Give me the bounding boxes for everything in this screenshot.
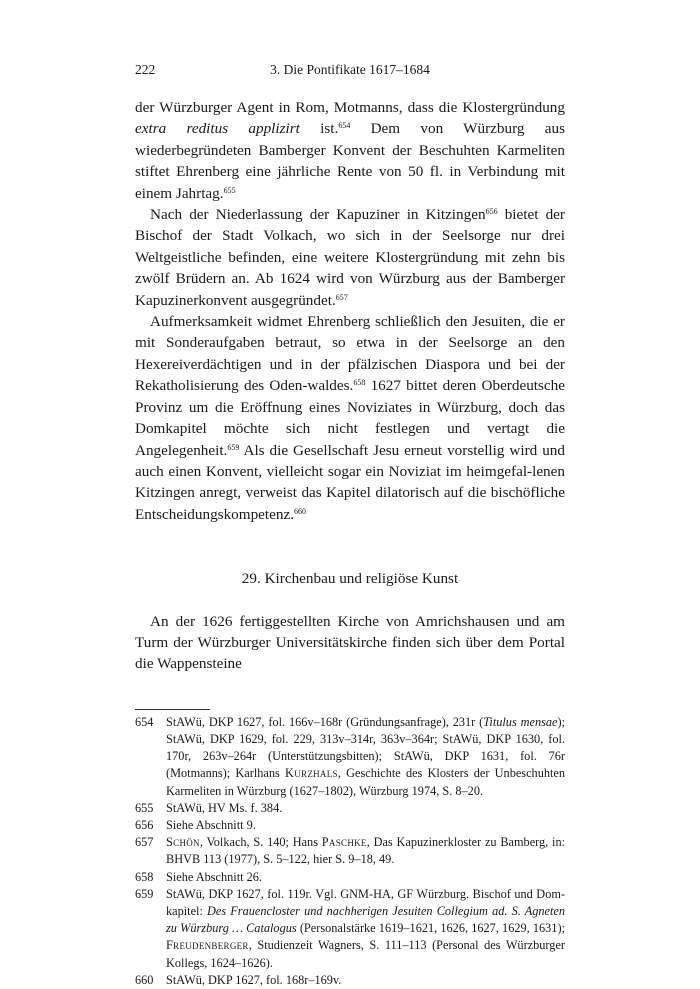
text-run: (Personalstärke 1619–1621, 1626, 1627, 1629, 1631); — [296, 921, 565, 936]
text-run: , Das Kapuzinerkloster zu Bamberg, in: BHVB 113 (1977), S. 5–122, hier S. 9–18, 49. — [166, 835, 566, 867]
section-heading: 29. Kirchenbau und religiöse Kunst — [241, 570, 459, 588]
text-run: ); StAWü, DKP 1629, fol. 229, 313v–314r, 363v–364r; StAWü, DKP 1630, fol. 170r, 263v–264r (Unterstützungsbitten); StAWü, DKP 1631, fol. 76r (Motmanns); Karlhans — [166, 714, 565, 781]
footnote-657 — [135, 834, 565, 868]
text-run: der Würzburger Agent in Rom, Motmanns, dass die Klostergründung — [135, 99, 565, 116]
footnote-659 — [135, 886, 565, 972]
text-run: , Volkach, S. 140; Hans — [199, 835, 322, 850]
italic-text: Des Frauencloster und nachherigen Jesuiten Collegium ad. S. Agneten zu Würzburg … Catalogus — [166, 903, 565, 936]
footnote-ref[interactable]: 658 — [353, 378, 366, 388]
book-page — [135, 62, 565, 989]
footnote-number: 655 — [135, 800, 154, 815]
text-run: 1627 bittet deren Oberdeutsche Provinz um die Eröffnung eines Noviziates in Würzburg, doch das Domkapitel möchte sich nicht festlegen und vertagt die Angelegenheit. — [135, 377, 566, 459]
text-run: Als die Gesellschaft Jesu erneut vorstellig wird und auch einen Konvent, vielleicht sogar ein Noviziat im heimgefal-lenen Kitzingen anregt, verweist das Kapitel dilatorisch auf die bischöfliche Entscheidungskompetenz. — [135, 441, 565, 523]
paragraph-4: An der 1626 fertiggestellten Kirche von Amrichshausen und am Turm der Würzburger Universitätskirche finden sich über dem Portal die Wappensteine — [135, 612, 565, 673]
text-run: , Geschichte des Klosters der Unbeschuhten Karmeliten in Würzburg (1627–1802), Würzburg 1974, S. 8–20. — [166, 766, 566, 798]
footnote-658 — [135, 869, 565, 886]
footnote-number: 659 — [135, 886, 154, 901]
footnote-text: StAWü, HV Ms. f. 384. — [166, 800, 283, 815]
text-run: , Studienzeit Wagners, S. 111–113 (Personal des Würzburger Kollegs, 1624–1626). — [166, 938, 565, 970]
author-name: Schön — [166, 835, 200, 850]
author-name: Paschke — [321, 835, 367, 850]
text-run: Nach der Niederlassung der Kapuziner in Kitzingen — [150, 206, 486, 224]
footnote-656 — [135, 817, 565, 834]
paragraph-3 — [135, 311, 565, 525]
paragraph-2 — [135, 204, 565, 311]
footnote-number: 657 — [135, 835, 154, 850]
footnote-text — [166, 834, 565, 868]
footnote-divider — [135, 709, 210, 710]
footnote-654 — [135, 714, 565, 800]
text-run: Dem von Würzburg aus wiederbegründeten Bamberger Konvent der Beschuhten Karmeliten stiftet Ehrenberg eine jährliche Rente von 50 fl. in Verbindung mit einem Jahrtag. — [135, 120, 565, 202]
footnote-ref[interactable]: 659 — [227, 442, 240, 452]
footnote-text: Siehe Abschnitt 26. — [166, 869, 262, 884]
text-run: ist. — [299, 120, 339, 138]
footnote-number: 658 — [135, 869, 154, 884]
footnote-number: 654 — [135, 714, 154, 729]
text-run: StAWü, DKP 1627, fol. 119r. Vgl. GNM-HA, GF Würzburg. Bischof und Dom-kapitel: — [166, 886, 565, 918]
footnote-655 — [135, 800, 565, 817]
footnote-ref[interactable]: 657 — [335, 292, 348, 302]
italic-text: Titulus mensae — [483, 714, 558, 729]
text-run: Aufmerksamkeit widmet Ehrenberg schließlich den Jesuiten, die er mit Sonderaufgaben betraut, so etwa in der Seelsorge an den Hexereiverdächtigen und in der pfälzischen Diaspora und bei der Rekatholisierung des Oden-waldes. — [135, 313, 565, 395]
footnote-ref[interactable]: 655 — [223, 185, 236, 195]
footnote-number: 656 — [135, 817, 154, 832]
page-header — [135, 62, 565, 84]
page-number: 222 — [135, 62, 156, 77]
footnotes — [135, 714, 565, 989]
footnote-660 — [135, 972, 565, 989]
footnote-number: 660 — [135, 972, 154, 987]
running-title: 3. Die Pontifikate 1617–1684 — [270, 62, 430, 77]
footnote-text — [166, 714, 565, 800]
footnote-ref[interactable]: 656 — [485, 207, 498, 217]
author-name: Kurzhals — [285, 766, 338, 781]
footnote-text: StAWü, DKP 1627, fol. 168r–169v. — [166, 972, 342, 987]
footnote-text: Siehe Abschnitt 9. — [166, 817, 256, 832]
footnote-ref[interactable]: 654 — [338, 121, 351, 131]
italic-text: extra reditus applizirt — [135, 120, 300, 138]
main-text — [135, 97, 565, 675]
text-run: StAWü, DKP 1627, fol. 166v–168r (Gründungsanfrage), 231r ( — [166, 714, 484, 729]
footnote-ref[interactable]: 660 — [294, 506, 307, 516]
text-run: bietet der Bischof der Stadt Volkach, wo sich in der Seelsorge nur drei Weltgeistliche befinden, eine weitere Klostergründung mit zehn bis zwölf Brüdern an. Ab 1624 wird von Würzburg aus der Bamberger Kapuzinerkonvent ausgegründet. — [135, 206, 565, 309]
paragraph-1 — [135, 97, 565, 204]
footnote-text — [166, 886, 565, 972]
author-name: Freudenberger — [166, 938, 249, 953]
